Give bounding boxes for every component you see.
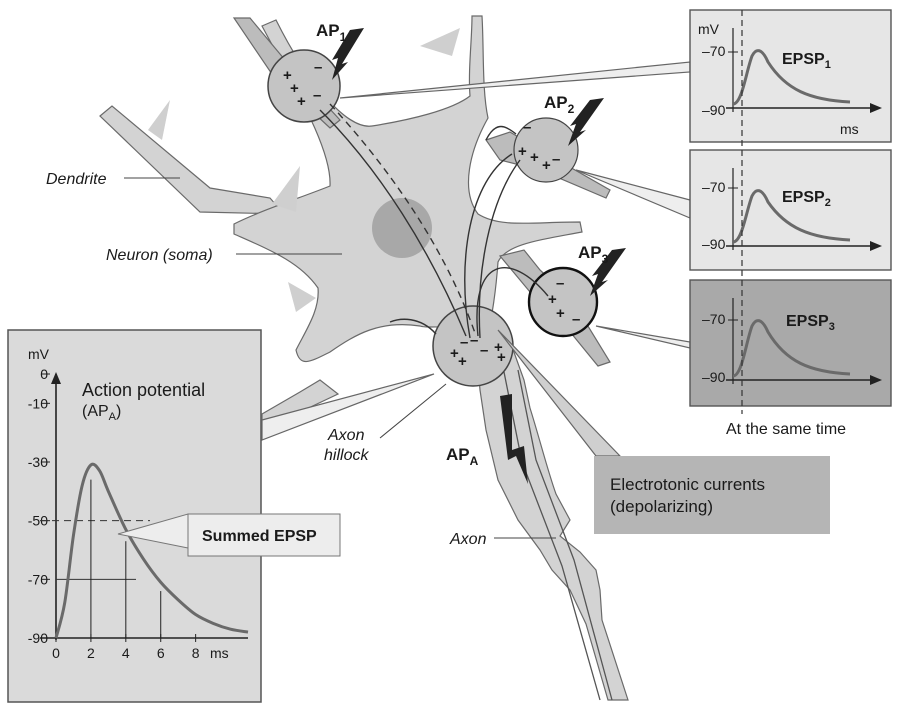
big-chart-y-tick-label: -50 [27, 512, 48, 529]
svg-text:–: – [552, 151, 561, 168]
big-chart-y-tick-label: -10 [27, 395, 48, 412]
svg-text:+: + [530, 149, 539, 166]
label-axon-hillock-2: hillock [324, 447, 369, 464]
big-chart-y-tick-label: -90 [27, 630, 48, 646]
svg-text:+: + [548, 291, 557, 308]
summed-epsp-label: Summed EPSP [202, 528, 317, 545]
svg-text:+: + [542, 157, 551, 174]
label-ap3: $AP_3$ [578, 243, 609, 266]
bg-bouton-1 [148, 100, 170, 140]
epsp2-tick-70: –70 [702, 179, 726, 195]
svg-text:–: – [470, 332, 479, 349]
bg-bouton-4 [288, 282, 316, 312]
svg-text:–: – [556, 275, 565, 292]
svg-text:+: + [450, 345, 459, 362]
dendrite-left [100, 106, 284, 214]
label-dendrite: Dendrite [46, 171, 107, 188]
svg-text:–: – [572, 311, 581, 328]
label-ap2: $AP_2$ [544, 93, 575, 116]
svg-text:–: – [480, 342, 489, 359]
electrotonic-line1: Electrotonic currents [610, 475, 765, 494]
epsp1-tick-70: –70 [702, 43, 726, 59]
epsp1-title: $EPSP_1$ [782, 51, 831, 71]
epsp2-panel-bg [690, 150, 891, 270]
connector-synapse1-panel [340, 62, 690, 98]
epsp3-panel-bg [690, 280, 891, 406]
epsp1-unit-x: ms [840, 121, 859, 137]
epsp3-title: $EPSP_3$ [786, 313, 835, 333]
svg-text:+: + [556, 305, 565, 322]
big-chart-unit-y: mV [28, 346, 49, 362]
big-chart-y-tick-label: 0 [40, 366, 48, 382]
label-soma: Neuron (soma) [106, 247, 213, 264]
epsp1-unit-y: mV [698, 21, 719, 37]
svg-text:+: + [497, 349, 506, 366]
big-chart-x-tick-label: 6 [156, 645, 165, 661]
svg-text:+: + [494, 339, 503, 356]
label-axon: Axon [450, 531, 487, 548]
big-chart-x-tick-label: 8 [191, 645, 200, 661]
big-chart-x-tick-label: 4 [121, 645, 130, 661]
connector-synapse2-panel [576, 170, 690, 218]
label-apA: $AP_A$ [446, 445, 479, 468]
svg-text:–: – [314, 59, 323, 76]
svg-text:+: + [283, 67, 292, 84]
bg-bouton-3 [272, 166, 300, 212]
svg-text:–: – [523, 119, 532, 136]
label-axon-hillock-1: Axon [328, 427, 365, 444]
leader-hillock [380, 384, 446, 438]
bg-bouton-2 [420, 28, 460, 56]
synapse-1 [268, 50, 340, 122]
big-chart-y-tick-label: -30 [27, 454, 48, 470]
label-ap1: $AP_1$ [316, 21, 347, 44]
big-chart-x-tick-label: 0 [52, 645, 60, 661]
big-chart-x-tick-label: 2 [87, 645, 95, 661]
svg-text:–: – [460, 334, 469, 351]
svg-text:–: – [313, 87, 322, 104]
epsp1-panel-bg [690, 10, 891, 142]
electrotonic-box-bg [594, 456, 830, 534]
big-chart-title-line2: $(AP_A)$ [82, 403, 122, 423]
electrotonic-line2: (depolarizing) [610, 497, 713, 516]
epsp3-tick-70: –70 [702, 311, 726, 327]
svg-text:+: + [297, 93, 306, 110]
svg-text:+: + [458, 353, 467, 370]
svg-text:+: + [518, 143, 527, 160]
big-chart-y-tick-label: -70 [27, 571, 48, 588]
connector-synapse3-panel [596, 326, 690, 348]
big-chart-unit-x: ms [210, 645, 229, 661]
svg-text:+: + [290, 80, 299, 97]
electrotonic-box [594, 456, 830, 534]
same-time-label: At the same time [726, 421, 847, 438]
epsp2-tick-90: –90 [702, 236, 726, 252]
epsp1-tick-90: –90 [702, 102, 726, 118]
epsp-panels [690, 10, 891, 438]
big-chart-title-line1: Action potential [82, 380, 206, 400]
epsp3-tick-90: –90 [702, 369, 726, 385]
epsp2-title: $EPSP_2$ [782, 189, 831, 209]
